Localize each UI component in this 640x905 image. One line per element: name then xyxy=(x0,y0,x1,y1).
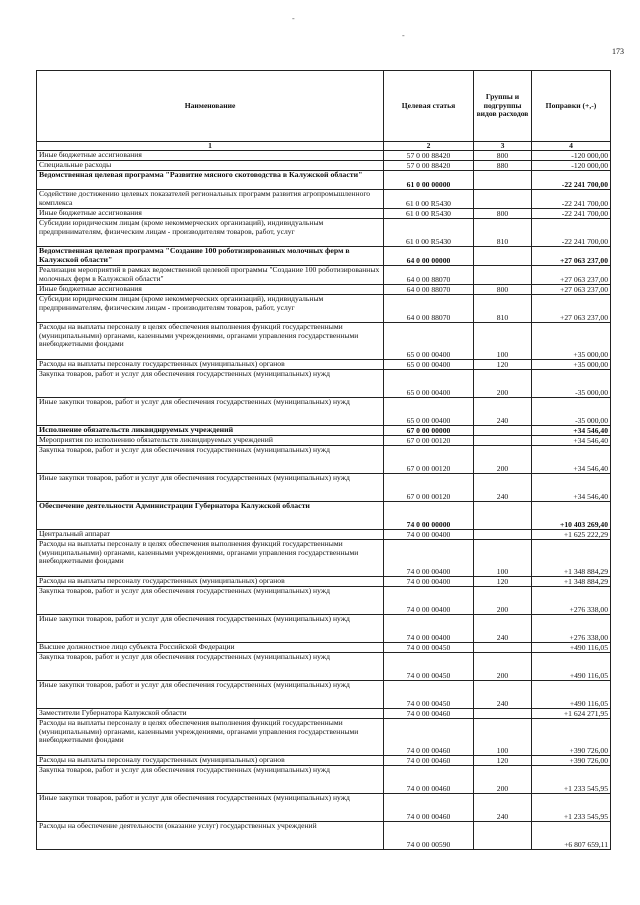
row-amount: +10 403 269,40 xyxy=(532,502,611,530)
row-group: 120 xyxy=(474,577,532,587)
row-group: 200 xyxy=(474,766,532,794)
row-name: Расходы на выплаты персоналу в целях обеспечения выполнения функций государственными (муниципальными) органами, казенными учреждениями, органами управления государственными внебюджетными фондами xyxy=(37,719,384,756)
row-code: 61 0 00 R5430 xyxy=(384,190,474,209)
row-code: 65 0 00 00400 xyxy=(384,398,474,426)
row-code: 61 0 00 R5430 xyxy=(384,219,474,247)
row-name: Иные бюджетные ассигнования xyxy=(37,151,384,161)
row-name: Расходы на выплаты персоналу государственных (муниципальных) органов xyxy=(37,756,384,766)
scan-mark: - xyxy=(292,14,295,23)
column-number: 4 xyxy=(532,142,611,151)
row-code: 61 0 00 00000 xyxy=(384,171,474,190)
table-row xyxy=(37,285,611,295)
table-row xyxy=(37,247,611,266)
header-group: Группы и подгруппы видов расходов xyxy=(474,71,532,142)
column-number: 2 xyxy=(384,142,474,151)
column-number: 3 xyxy=(474,142,532,151)
row-amount: +1 348 884,29 xyxy=(532,540,611,577)
table-row xyxy=(37,446,611,474)
row-name: Специальные расходы xyxy=(37,161,384,171)
row-amount: +1 233 545,95 xyxy=(532,766,611,794)
row-code: 74 0 00 00460 xyxy=(384,709,474,719)
row-group: 810 xyxy=(474,295,532,323)
row-name: Обеспечение деятельности Администрации Губернатора Калужской области xyxy=(37,502,384,530)
row-amount: +35 000,00 xyxy=(532,323,611,360)
row-group: 800 xyxy=(474,285,532,295)
row-code: 74 0 00 00460 xyxy=(384,766,474,794)
table-row xyxy=(37,577,611,587)
table-row xyxy=(37,360,611,370)
row-amount: +490 116,05 xyxy=(532,681,611,709)
row-name: Закупка товаров, работ и услуг для обеспечения государственных (муниципальных) нужд xyxy=(37,446,384,474)
row-name: Иные бюджетные ассигнования xyxy=(37,285,384,295)
row-amount: -22 241 700,00 xyxy=(532,209,611,219)
row-name: Иные бюджетные ассигнования xyxy=(37,209,384,219)
table-header-row xyxy=(37,71,611,142)
row-name: Исполнение обязательств ликвидируемых учреждений xyxy=(37,426,384,436)
table-row xyxy=(37,209,611,219)
row-group: 800 xyxy=(474,151,532,161)
table-row xyxy=(37,719,611,756)
row-amount: -35 000,00 xyxy=(532,370,611,398)
row-name: Расходы на выплаты персоналу в целях обеспечения выполнения функций государственными (муниципальными) органами, казенными учреждениями, органами управления государственными внебюджетными фондами xyxy=(37,323,384,360)
row-name: Закупка товаров, работ и услуг для обеспечения государственных (муниципальных) нужд xyxy=(37,587,384,615)
row-code: 74 0 00 00400 xyxy=(384,615,474,643)
table-row xyxy=(37,502,611,530)
row-name: Расходы на выплаты персоналу государственных (муниципальных) органов xyxy=(37,577,384,587)
table-row xyxy=(37,587,611,615)
row-amount: +1 348 884,29 xyxy=(532,577,611,587)
row-name: Иные закупки товаров, работ и услуг для обеспечения государственных (муниципальных) нужд xyxy=(37,474,384,502)
row-group: 240 xyxy=(474,474,532,502)
row-amount: +34 546,40 xyxy=(532,474,611,502)
row-code: 67 0 00 00120 xyxy=(384,474,474,502)
row-code: 74 0 00 00590 xyxy=(384,822,474,850)
header-amount: Поправки (+,-) xyxy=(532,71,611,142)
row-amount: +34 546,40 xyxy=(532,436,611,446)
row-code: 74 0 00 00000 xyxy=(384,502,474,530)
row-group: 200 xyxy=(474,653,532,681)
row-name: Мероприятия по исполнению обязательств ликвидируемых учреждений xyxy=(37,436,384,446)
row-code: 74 0 00 00450 xyxy=(384,681,474,709)
row-code: 67 0 00 00120 xyxy=(384,446,474,474)
row-code: 64 0 00 00000 xyxy=(384,247,474,266)
row-name: Содействие достижению целевых показателей региональных программ развития агропромышленного комплекса xyxy=(37,190,384,209)
table-row xyxy=(37,653,611,681)
row-group xyxy=(474,502,532,530)
row-group: 880 xyxy=(474,161,532,171)
row-amount: -120 000,00 xyxy=(532,161,611,171)
row-group: 120 xyxy=(474,756,532,766)
row-amount: +27 063 237,00 xyxy=(532,266,611,285)
row-name: Закупка товаров, работ и услуг для обеспечения государственных (муниципальных) нужд xyxy=(37,653,384,681)
budget-amendments-table xyxy=(36,70,611,850)
row-amount: -22 241 700,00 xyxy=(532,219,611,247)
row-name: Иные закупки товаров, работ и услуг для обеспечения государственных (муниципальных) нужд xyxy=(37,398,384,426)
row-amount: +1 625 222,29 xyxy=(532,530,611,540)
row-group: 200 xyxy=(474,370,532,398)
row-name: Расходы на выплаты персоналу в целях обеспечения выполнения функций государственными (муниципальными) органами, казенными учреждениями, органами управления государственными внебюджетными фондами xyxy=(37,540,384,577)
row-group xyxy=(474,426,532,436)
row-amount: +27 063 237,00 xyxy=(532,295,611,323)
row-amount: +34 546,40 xyxy=(532,426,611,436)
row-group: 100 xyxy=(474,323,532,360)
row-code: 74 0 00 00400 xyxy=(384,577,474,587)
row-name: Расходы на выплаты персоналу государственных (муниципальных) органов xyxy=(37,360,384,370)
row-group: 100 xyxy=(474,719,532,756)
row-code: 74 0 00 00400 xyxy=(384,530,474,540)
row-group xyxy=(474,709,532,719)
row-group: 120 xyxy=(474,360,532,370)
row-code: 64 0 00 88070 xyxy=(384,285,474,295)
row-name: Иные закупки товаров, работ и услуг для обеспечения государственных (муниципальных) нужд xyxy=(37,681,384,709)
row-code: 74 0 00 00450 xyxy=(384,643,474,653)
row-code: 67 0 00 00120 xyxy=(384,436,474,446)
row-amount: +390 726,00 xyxy=(532,756,611,766)
row-code: 67 0 00 00000 xyxy=(384,426,474,436)
header-code: Целевая статья xyxy=(384,71,474,142)
table-row xyxy=(37,681,611,709)
row-amount: +1 233 545,95 xyxy=(532,794,611,822)
row-group xyxy=(474,171,532,190)
row-group: 800 xyxy=(474,209,532,219)
scan-mark: - xyxy=(402,31,405,40)
row-code: 64 0 00 88070 xyxy=(384,295,474,323)
table-row xyxy=(37,436,611,446)
row-code: 65 0 00 00400 xyxy=(384,370,474,398)
row-group xyxy=(474,436,532,446)
row-group: 810 xyxy=(474,219,532,247)
row-amount: -35 000,00 xyxy=(532,398,611,426)
row-amount: +490 116,05 xyxy=(532,653,611,681)
row-group xyxy=(474,266,532,285)
row-amount: +6 807 659,11 xyxy=(532,822,611,850)
table-row xyxy=(37,323,611,360)
row-group xyxy=(474,190,532,209)
table-row xyxy=(37,709,611,719)
row-code: 61 0 00 R5430 xyxy=(384,209,474,219)
row-code: 74 0 00 00450 xyxy=(384,653,474,681)
row-amount: +390 726,00 xyxy=(532,719,611,756)
table-row xyxy=(37,295,611,323)
row-name: Ведомственная целевая программа "Развитие мясного скотоводства в Калужской области" xyxy=(37,171,384,190)
table-row xyxy=(37,266,611,285)
row-name: Субсидии юридическим лицам (кроме некоммерческих организаций), индивидуальным предпринимателям, физическим лицам - производителям товаров, работ, услуг xyxy=(37,295,384,323)
row-code: 74 0 00 00400 xyxy=(384,587,474,615)
table-row xyxy=(37,540,611,577)
row-code: 57 0 00 88420 xyxy=(384,151,474,161)
row-name: Иные закупки товаров, работ и услуг для обеспечения государственных (муниципальных) нужд xyxy=(37,615,384,643)
row-name: Центральный аппарат xyxy=(37,530,384,540)
table-row xyxy=(37,474,611,502)
page-number: 173 xyxy=(612,47,624,56)
row-code: 65 0 00 00400 xyxy=(384,360,474,370)
table-row xyxy=(37,370,611,398)
row-code: 74 0 00 00460 xyxy=(384,719,474,756)
row-name: Закупка товаров, работ и услуг для обеспечения государственных (муниципальных) нужд xyxy=(37,766,384,794)
row-group xyxy=(474,643,532,653)
row-group xyxy=(474,530,532,540)
table-row xyxy=(37,615,611,643)
row-name: Высшее должностное лицо субъекта Российской Федерации xyxy=(37,643,384,653)
row-name: Ведомственная целевая программа "Создание 100 роботизированных молочных ферм в Калужской области" xyxy=(37,247,384,266)
row-amount: -22 241 700,00 xyxy=(532,171,611,190)
row-group: 240 xyxy=(474,615,532,643)
row-name: Расходы на обеспечение деятельности (оказание услуг) государственных учреждений xyxy=(37,822,384,850)
row-group xyxy=(474,247,532,266)
row-group: 240 xyxy=(474,398,532,426)
row-name: Заместители Губернатора Калужской области xyxy=(37,709,384,719)
row-code: 65 0 00 00400 xyxy=(384,323,474,360)
row-amount: -22 241 700,00 xyxy=(532,190,611,209)
table-row xyxy=(37,822,611,850)
table-row xyxy=(37,398,611,426)
row-code: 64 0 00 88070 xyxy=(384,266,474,285)
row-amount: +276 338,00 xyxy=(532,615,611,643)
table-row xyxy=(37,219,611,247)
row-group: 100 xyxy=(474,540,532,577)
row-code: 57 0 00 88420 xyxy=(384,161,474,171)
row-name: Иные закупки товаров, работ и услуг для обеспечения государственных (муниципальных) нужд xyxy=(37,794,384,822)
table-row xyxy=(37,766,611,794)
row-group: 240 xyxy=(474,794,532,822)
row-amount: +276 338,00 xyxy=(532,587,611,615)
row-amount: +1 624 271,95 xyxy=(532,709,611,719)
row-group xyxy=(474,822,532,850)
table-row xyxy=(37,171,611,190)
table-row xyxy=(37,151,611,161)
row-amount: +490 116,05 xyxy=(532,643,611,653)
row-name: Реализация мероприятий в рамках ведомственной целевой программы "Создание 100 роботизированных молочных ферм в Калужской области" xyxy=(37,266,384,285)
row-group: 240 xyxy=(474,681,532,709)
row-code: 74 0 00 00460 xyxy=(384,794,474,822)
table-row xyxy=(37,161,611,171)
row-code: 74 0 00 00400 xyxy=(384,540,474,577)
row-amount: -120 000,00 xyxy=(532,151,611,161)
table-row xyxy=(37,794,611,822)
table-row xyxy=(37,190,611,209)
row-amount: +34 546,40 xyxy=(532,446,611,474)
table-row xyxy=(37,643,611,653)
table-row xyxy=(37,426,611,436)
row-amount: +35 000,00 xyxy=(532,360,611,370)
table-body xyxy=(37,151,611,850)
row-name: Субсидии юридическим лицам (кроме некоммерческих организаций), индивидуальным предпринимателям, физическим лицам - производителям товаров, работ, услуг xyxy=(37,219,384,247)
row-name: Закупка товаров, работ и услуг для обеспечения государственных (муниципальных) нужд xyxy=(37,370,384,398)
row-amount: +27 063 237,00 xyxy=(532,247,611,266)
row-amount: +27 063 237,00 xyxy=(532,285,611,295)
header-name: Наименование xyxy=(37,71,384,142)
row-group: 200 xyxy=(474,587,532,615)
column-number: 1 xyxy=(37,142,384,151)
row-group: 200 xyxy=(474,446,532,474)
row-code: 74 0 00 00460 xyxy=(384,756,474,766)
table-row xyxy=(37,530,611,540)
table-row xyxy=(37,756,611,766)
